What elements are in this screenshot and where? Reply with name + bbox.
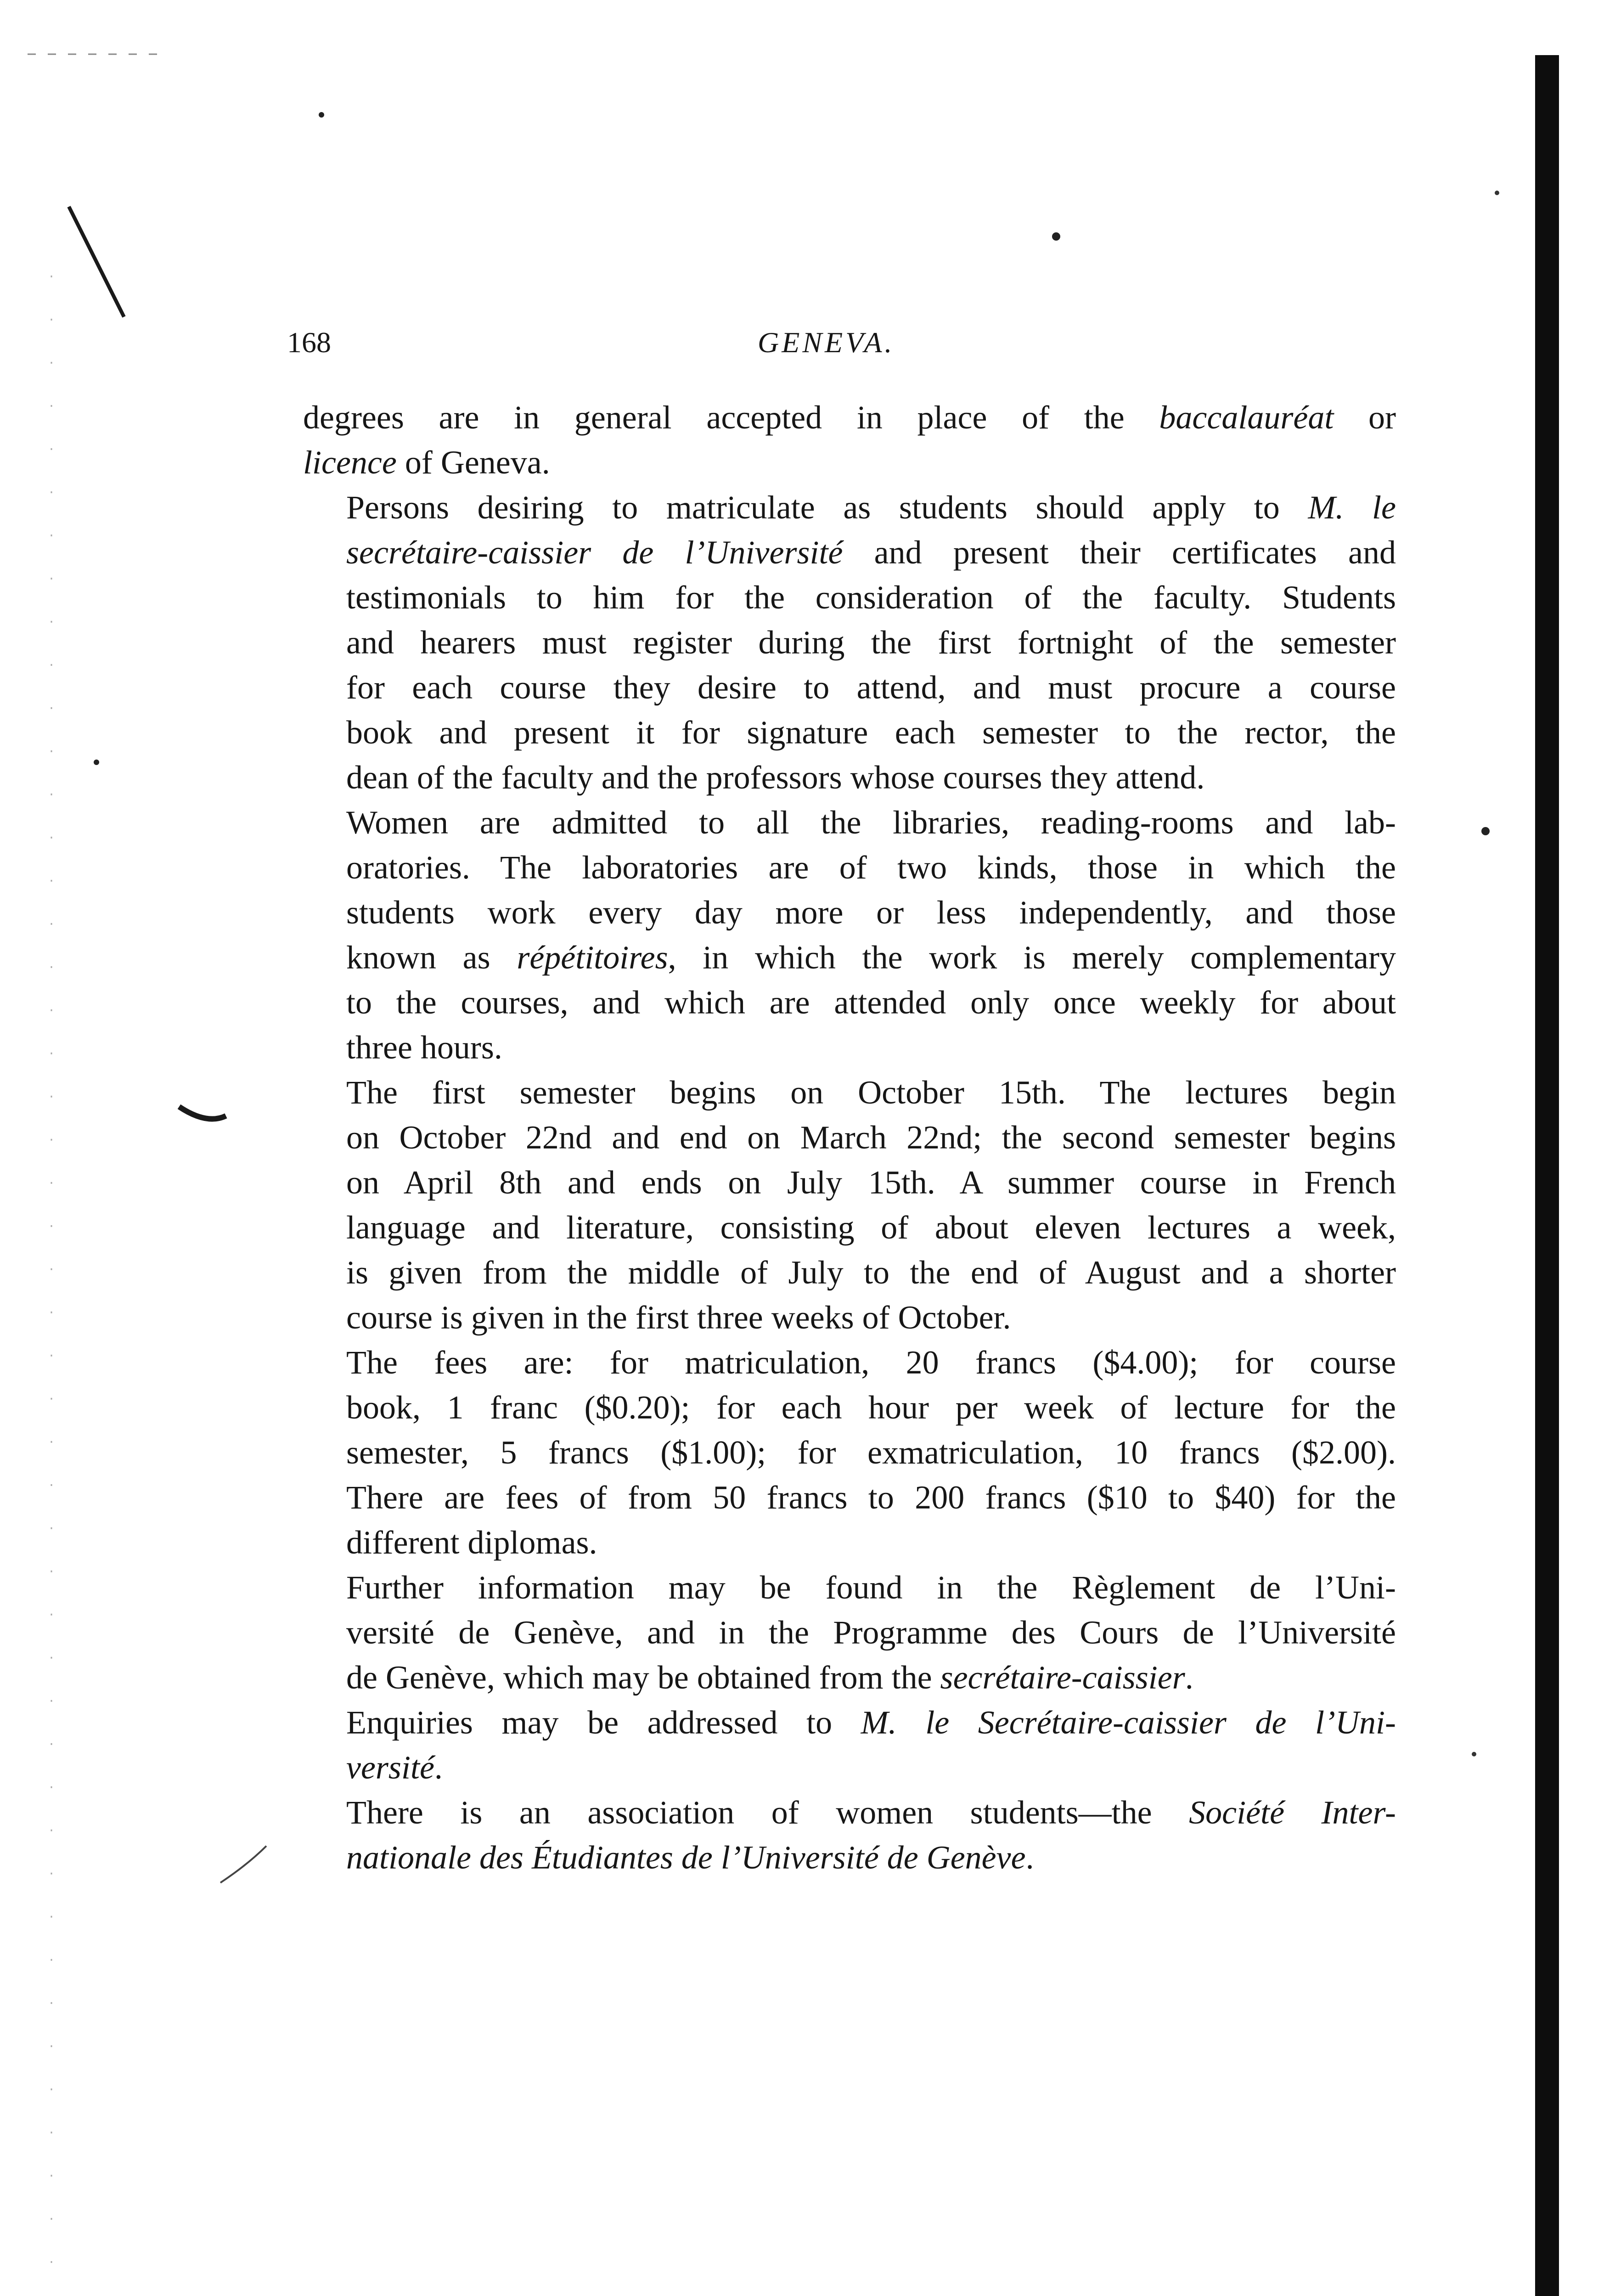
paragraph (303, 1340, 1396, 1565)
text-line (303, 665, 1396, 710)
text-run: . (434, 1749, 443, 1786)
running-head: GENEVA. (758, 326, 895, 359)
text-run: on October 22nd and end on March 22nd; the second semester begins (346, 1119, 1396, 1156)
text-run: three hours. (346, 1029, 502, 1066)
text-line (303, 1700, 1396, 1745)
text-run: for each course they desire to attend, and must procure a course (346, 669, 1396, 706)
text-run: and present their certificates and (843, 534, 1396, 571)
text-line (303, 1790, 1396, 1835)
paragraph (303, 1790, 1396, 1880)
text-run: semester, 5 francs ($1.00); for exmatriculation, 10 francs ($2.00). (346, 1434, 1396, 1471)
text-run: of Geneva. (396, 444, 550, 481)
paragraph (303, 395, 1396, 485)
text-line (303, 1835, 1396, 1880)
text-line (303, 1385, 1396, 1430)
text-line (303, 1340, 1396, 1385)
text-line (303, 710, 1396, 755)
paragraph (303, 485, 1396, 800)
text-line (303, 890, 1396, 935)
text-run: secrétaire-caissier (940, 1659, 1185, 1696)
text-line (303, 1745, 1396, 1790)
text-run: M. le Secrétaire-caissier de l’Uni- (861, 1704, 1396, 1741)
text-line (303, 440, 1396, 485)
text-line (303, 395, 1396, 440)
speck (1481, 827, 1490, 835)
text-run: , in which the work is merely complementary (668, 939, 1396, 976)
text-line (303, 1160, 1396, 1205)
paragraph (303, 800, 1396, 1070)
text-line (303, 1475, 1396, 1520)
text-run: dean of the faculty and the professors whose courses they attend. (346, 759, 1205, 796)
text-line (303, 1295, 1396, 1340)
speck (319, 112, 324, 118)
text-run: degrees are in general accepted in place of the (303, 399, 1159, 436)
text-run: nationale des Étudiantes de l’Université de Genève (346, 1839, 1026, 1876)
text-run: testimonials to him for the consideration of the faculty. Students (346, 579, 1396, 616)
text-line (303, 845, 1396, 890)
text-run: language and literature, consisting of about eleven lectures a week, (346, 1209, 1396, 1246)
text-run: There are fees of from 50 francs to 200 francs ($10 to $40) for the (346, 1479, 1396, 1516)
paragraph (303, 1565, 1396, 1700)
text-run: The first semester begins on October 15th. The lectures begin (346, 1074, 1396, 1111)
text-run: different diplomas. (346, 1524, 597, 1561)
text-run: baccalauréat (1159, 399, 1334, 436)
text-line (303, 1655, 1396, 1700)
text-run: oratories. The laboratories are of two kinds, those in which the (346, 849, 1396, 886)
corner-stroke (69, 207, 124, 317)
text-line (303, 1205, 1396, 1250)
text-run: The fees are: for matriculation, 20 francs ($4.00); for course (346, 1344, 1396, 1381)
text-run: is given from the middle of July to the end of August and a shorter (346, 1254, 1396, 1291)
text-run: to the courses, and which are attended only once weekly for about (346, 984, 1396, 1021)
text-run: . (1025, 1839, 1034, 1876)
body-text (303, 395, 1396, 1880)
speck (94, 760, 99, 765)
text-run: course is given in the first three weeks of October. (346, 1299, 1011, 1336)
text-run: or (1334, 399, 1396, 436)
speck (1472, 1752, 1476, 1756)
text-run: versité (346, 1749, 434, 1786)
text-run: Women are admitted to all the libraries, reading-rooms and lab- (346, 804, 1396, 841)
text-line (303, 1025, 1396, 1070)
text-run: licence (303, 444, 397, 481)
text-run: secrétaire-caissier de l’Université (346, 534, 843, 571)
page-number: 168 (287, 326, 331, 359)
text-run: and hearers must register during the first fortnight of the semester (346, 624, 1396, 661)
text-run: Persons desiring to matriculate as students should apply to (346, 489, 1308, 526)
text-run: versité de Genève, and in the Programme des Cours de l’Université (346, 1614, 1396, 1651)
speck (1052, 232, 1060, 241)
text-line (303, 530, 1396, 575)
text-line (303, 1520, 1396, 1565)
text-line (303, 1250, 1396, 1295)
text-run: Enquiries may be addressed to (346, 1704, 861, 1741)
text-line (303, 935, 1396, 980)
text-run: students work every day more or less independently, and those (346, 894, 1396, 931)
text-run: Further information may be found in the Règlement de l’Uni- (346, 1569, 1396, 1606)
paragraph (303, 1700, 1396, 1790)
text-line (303, 1115, 1396, 1160)
text-line (303, 485, 1396, 530)
text-line (303, 800, 1396, 845)
text-line (303, 1565, 1396, 1610)
text-run: There is an association of women students—the (346, 1794, 1189, 1831)
text-run: on April 8th and ends on July 15th. A summer course in French (346, 1164, 1396, 1201)
speck (1495, 191, 1499, 195)
text-line (303, 980, 1396, 1025)
text-run: Société Inter- (1189, 1794, 1396, 1831)
left-margin-dash (179, 1107, 226, 1119)
text-line (303, 575, 1396, 620)
text-run: known as (346, 939, 517, 976)
text-run: M. le (1308, 489, 1396, 526)
text-run: book, 1 franc ($0.20); for each hour per week of lecture for the (346, 1389, 1396, 1426)
text-line (303, 755, 1396, 800)
paragraph (303, 1070, 1396, 1340)
text-run: . (1185, 1659, 1193, 1696)
text-line (303, 1610, 1396, 1655)
text-run: de Genève, which may be obtained from the (346, 1659, 940, 1696)
text-line (303, 620, 1396, 665)
lower-left-stroke (220, 1846, 266, 1883)
text-line (303, 1430, 1396, 1475)
text-line (303, 1070, 1396, 1115)
text-run: répétitoires (517, 939, 668, 976)
text-run: book and present it for signature each semester to the rector, the (346, 714, 1396, 751)
